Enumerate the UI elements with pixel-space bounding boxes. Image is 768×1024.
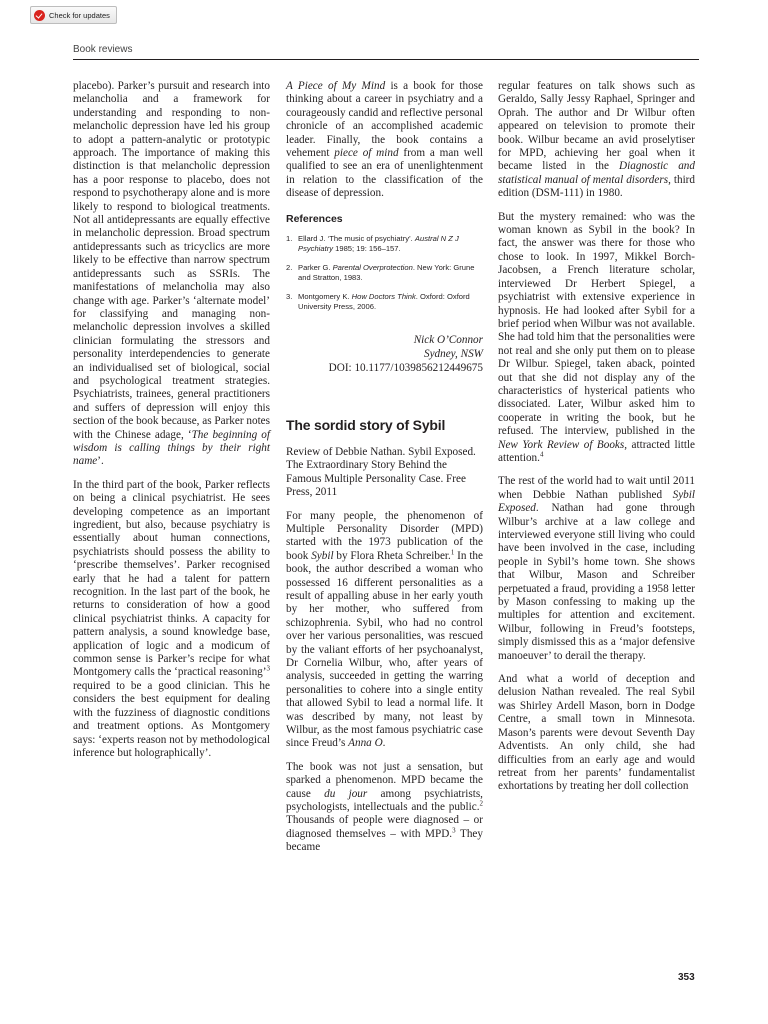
check-updates-icon [34,10,45,21]
reference-item: 3. Montgomery K. How Doctors Think. Oxford: Oxford University Press, 2006. [286,291,470,312]
paragraph: placebo). Parker’s pursuit and research into melancholia and a framework for understanding and responding to non-melancholic depression have led his group to adopt a pattern-analytic or prototypic approach. The importance of making this distinction is that melancholic depression has a poor response to placebo, does not respond to psychotherapy alone and is more likely to respond to biological treatments. Not all antidepressants are equally effective in melancholic depression. Broad spectrum antidepressants such as tricyclics are more likely to be effective than narrow spectrum antidepressants such as SSRIs. The manifestations of melancholia may also change with age. Parker’s ‘alternate model’ for classifying and managing non-melancholic depression involves a skilled clinician formulating the stressors and personality interdependencies to generate an individualised set of biological, social and psychological treatment strategies. Psychiatrists, trainees, general practitioners and suffers of depression will enjoy this section of the book because, as Parker notes with the Chinese adage, ‘The beginning of wisdom is calling things by their right name’. [73,80,270,468]
column-2 [286,80,483,865]
header-rule [73,59,699,60]
section-title: The sordid story of Sybil [286,416,446,433]
citation-ref: 1 [450,548,455,557]
citation-ref: 3 [266,664,270,673]
references-list [286,234,483,312]
check-for-updates-badge[interactable] [30,6,117,24]
citation-ref: 3 [452,826,456,835]
page-number: 353 [678,972,695,983]
reviewer-name: Nick O’Connor [413,333,483,346]
paragraph: For many people, the phenomenon of Multiple Personality Disorder (MPD) started with the 1973 publication of the book Sybil by Flora Rheta Schreiber.$^1$ In the book, the author described a woman who possessed 16 different personalities as a result of appalling abuse in her early youth by her mother, who suffered from schizophrenia. Sybil, who had no control over her various personalities, was rescued by the valiant efforts of her psychoanalyst, Dr Cornelia Wilbur, who, after years of analysis, succeeded in getting the warring personalities to cohere into a single entity that allowed Sybil to lead a normal life. It was described by many, not least by Wilbur, as the most famous psychiatric case since Freud’s Anna O. [286,509,483,750]
citation-ref: 4 [539,450,544,459]
reviewer-signature [286,333,483,375]
paragraph: regular features on talk shows such as Geraldo, Sally Jessy Raphael, Springer and Oprah. The author and Dr Wilbur often appeared on television to promote their book. Wilbur became an avid proselytiser for MPD, achieving her goal when it became listed in the Diagnostic and statistical manual of mental disorders, third edition (DSM-111) in 1980. [498,80,696,200]
column-3 [498,80,695,804]
review-citation: Review of Debbie Nathan. Sybil Exposed. The Extraordinary Story Behind the Famous Multiple Personality Case. Free Press, 2011 [286,445,476,499]
chinese-adage: The beginning of wisdom is calling things by their right name [73,428,270,468]
paragraph: The book was not just a sensation, but sparked a phenomenon. MPD became the cause du jour among psychiatrists, psychologists, intellectuals and the public.$^2$ Thousands of people were diagnosed – or diagnosed themselves – with MPD.$^3$ They became [286,760,483,854]
citation-ref: 2 [479,799,483,808]
paragraph: In the third part of the book, Parker reflects on being a clinical psychiatrist. He sees developing competence as an important ingredient, but also, because psychiatry is essentially about human connections, psychiatrists should possess the ability to ‘prescribe themselves’. Parker recognised early that he had a talent for pattern recognition. In the last part of the book, he returns to consideration of how a good clinical psychiatrist thinks. A capacity for pattern analysis, a sound knowledge base, application of logic and a modicum of common sense is Parker’s recipe for what Montgomery calls the ‘practical reasoning’$^3$ required to be a good clinician. This he considers the best equipment for dealing with the fuzziness of diagnostic conditions and treatment options. As Montgomery says: ‘experts reason not by methodological inference but holographically’. [73,478,270,759]
column-1 [73,80,270,770]
references-heading: References [286,212,343,225]
paragraph: But the mystery remained: who was the woman known as Sybil in the book? In fact, the answer was there for those who chose to look. In 1997, Mikkel Borch-Jacobsen, a French literature scholar, interviewed Dr Herbert Spiegel, a psychiatrist with extensive experience in hypnosis. He had looked after Sybil for a brief period when Wilbur was not available. She had told him that the personalities were not real and she only put them on to please Dr Wilbur. Spiegel, taken aback, pointed out that she did not display any of the characteristics of hysterical patients who dissociated. Later, Wilbur asked him to cooperate in writing the book, but he refused. The interview, published in the New York Review of Books, attracted little attention.$^4$ [498,210,696,464]
paragraph: And what a world of deception and delusion Nathan revealed. The real Sybil was Shirley Ardell Mason, born in Dodge Centre, a small town in Minnesota. Mason’s parents were devout Seventh Day Adventists. An only child, she had difficulties from an early age and would retreat from her parents’ fundamentalist exhortations by treating her doll collection [498,673,695,793]
reviewer-location: Sydney, NSW [423,347,483,360]
book-title: A Piece of My Mind [286,80,386,92]
paragraph: The rest of the world had to wait until 2011 when Debbie Nathan published Sybil Exposed. Nathan had gone through Wilbur’s archive at a law college and interviewed everyone still living who could have been involved in the case, including people in Sybil’s home town. She shows that Wilbur, Mason and Schreiber perpetuated a fraud, providing a 1958 letter by Mason confessing to making up the multiples for attention and excitement. Wilbur, following in Freud’s footsteps, simply dismissed this as a ‘major defensive manoeuver’ to derail the therapy. [498,475,695,662]
reference-item: 1. Ellard J. ‘The music of psychiatry’. Austral N Z J Psychiatry 1985; 19: 156–157. [286,234,459,254]
running-head: Book reviews [73,44,133,55]
reference-item: 2. Parker G. Parental Overprotection. New York: Grune and Stratton, 1983. [286,262,475,283]
paragraph: A Piece of My Mind is a book for those thinking about a career in psychiatry and a courageously candid and reflective personal chronicle of an accomplished academic leader. Finally, the book contains a vehement piece of mind from a man well qualified to see an era of unenlightenment in relation to the classification of the disease of depression. [286,80,483,200]
doi: DOI: 10.1177/1039856212449675 [328,361,483,374]
check-for-updates-label: Check for updates [49,10,110,20]
